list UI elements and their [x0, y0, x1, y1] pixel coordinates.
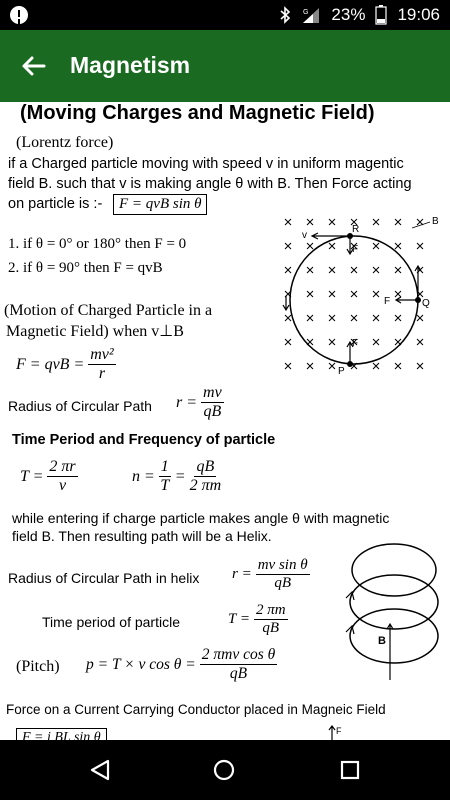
field-cross-icon: [395, 219, 401, 225]
field-cross-icon: [417, 243, 423, 249]
bluetooth-icon: [279, 6, 291, 24]
field-cross-icon: [351, 315, 357, 321]
force-formula: F = qvB sin θ: [113, 194, 207, 215]
helix-period-lhs: T =: [228, 611, 250, 627]
field-cross-icon: [329, 363, 335, 369]
notes-page[interactable]: [0, 102, 450, 740]
field-cross-icon: [307, 315, 313, 321]
field-cross-icon: [307, 291, 313, 297]
conductor-heading: Force on a Current Carrying Conductor placed in Magneic Field: [6, 702, 386, 717]
velocity-arrow-left: [283, 296, 289, 310]
radius-num: mv: [203, 384, 222, 401]
back-triangle-icon[interactable]: [88, 758, 112, 782]
field-cross-icon: [351, 267, 357, 273]
field-cross-icon: [395, 243, 401, 249]
label-q: Q: [422, 298, 430, 309]
field-cross-icon: [329, 339, 335, 345]
field-cross-icon: [373, 363, 379, 369]
field-cross-icon: [395, 315, 401, 321]
radius-label: Radius of Circular Path: [8, 398, 152, 414]
period-eq: [20, 458, 78, 495]
freq-num2: qB: [196, 458, 215, 475]
radius-eq: [176, 384, 224, 421]
period-lhs: T =: [20, 467, 44, 485]
force-circular-eq: [16, 346, 116, 383]
helix-diagram: [344, 540, 444, 690]
pitch-lhs: p = T × v cos θ =: [86, 655, 196, 673]
motion-line2: Magnetic Field) when v⊥B: [6, 323, 184, 340]
field-cross-icon: [285, 363, 291, 369]
velocity-arrow: [312, 233, 350, 239]
helix-label-b: B: [378, 635, 386, 647]
case-1: 1. if θ = 0° or 180° then F = 0: [8, 236, 187, 252]
status-bar: [0, 0, 450, 30]
battery-icon: [375, 5, 387, 25]
field-cross-icon: [417, 339, 423, 345]
status-icons: [279, 0, 440, 30]
field-cross-icon: [307, 219, 313, 225]
pitch-label: (Pitch): [16, 658, 60, 675]
field-cross-icon: [395, 291, 401, 297]
field-cross-icon: [395, 267, 401, 273]
field-cross-icon: [307, 267, 313, 273]
label-f-top: F: [352, 244, 359, 255]
para1-line2: field B. such that v is making angle θ with B. Then Force acting: [8, 176, 412, 192]
field-cross-icon: [285, 243, 291, 249]
para1-line3: on particle is :-: [8, 196, 103, 212]
helix-period-den: qB: [262, 620, 280, 636]
freq-eq: =: [174, 467, 186, 485]
label-f-left: F: [384, 296, 391, 307]
field-cross-icon: [329, 267, 335, 273]
freq-den2: 2 πm: [189, 477, 222, 494]
freq-den1: T: [160, 477, 170, 494]
pitch-num: 2 πmv cos θ: [201, 646, 276, 663]
label-f-bottom: F: [352, 338, 359, 349]
time-heading: Time Period and Frequency of particle: [12, 432, 276, 448]
helix-radius-num: mv sin θ: [257, 557, 308, 573]
force-circ-lhs: F = qvB =: [16, 355, 85, 373]
force-circ-den: r: [98, 365, 106, 382]
helix-b-arrow: [387, 624, 393, 680]
battery-percent: 23%: [331, 5, 366, 24]
case-2: 2. if θ = 90° then F = qvB: [8, 260, 163, 276]
freq-num1: 1: [160, 458, 169, 475]
signal-icon: [301, 6, 321, 24]
field-cross-icon: [285, 219, 291, 225]
field-cross-icon: [373, 315, 379, 321]
helix-radius-lhs: r =: [232, 566, 252, 582]
helix-period-eq: [228, 602, 288, 637]
force-circ-num: mv²: [90, 346, 114, 363]
conductor-diagram: [326, 724, 356, 740]
warning-icon: [10, 6, 28, 24]
home-circle-icon[interactable]: [212, 758, 236, 782]
lorentz-label: (Lorentz force): [16, 134, 114, 151]
label-v: v: [302, 230, 307, 241]
helix-radius-label: Radius of Circular Path in helix: [8, 570, 200, 586]
period-num: 2 πr: [49, 458, 76, 475]
helix-line1: while entering if charge particle makes angle θ with magnetic: [12, 510, 390, 526]
radius-lhs: r =: [176, 393, 198, 411]
system-nav-bar: [0, 740, 450, 800]
period-den: v: [58, 477, 67, 494]
helix-radius-eq: [232, 557, 310, 592]
field-cross-icon: [307, 363, 313, 369]
field-cross-icon: [373, 291, 379, 297]
pitch-eq: [86, 646, 277, 683]
field-cross-icon: [417, 315, 423, 321]
field-cross-icon: [373, 267, 379, 273]
pitch-den: qB: [229, 665, 248, 682]
field-cross-icon: [417, 363, 423, 369]
force-arrow-right: [396, 297, 418, 303]
field-cross-icon: [285, 267, 291, 273]
freq-lhs: n =: [132, 467, 155, 485]
arrow-left-icon[interactable]: [16, 48, 52, 84]
field-cross-icon: [285, 339, 291, 345]
helix-period-num: 2 πm: [255, 602, 286, 618]
section-heading: (Moving Charges and Magnetic Field): [20, 102, 375, 124]
field-cross-icon: [373, 243, 379, 249]
field-cross-icon: [329, 315, 335, 321]
svg-text:G: G: [303, 9, 309, 16]
page-title: Magnetism: [70, 52, 191, 78]
frequency-eq: [132, 458, 221, 495]
field-cross-icon: [417, 219, 423, 225]
label-r: R: [352, 224, 360, 235]
radius-den: qB: [203, 403, 222, 420]
helix-period-label: Time period of particle: [42, 614, 180, 630]
field-cross-icon: [329, 243, 335, 249]
clock: 19:06: [397, 5, 440, 24]
conductor-formula: F = i BL sin θ: [16, 728, 107, 740]
field-cross-icon: [307, 243, 313, 249]
field-cross-icon: [351, 291, 357, 297]
label-b: B: [432, 216, 439, 227]
conductor-label-f: F: [336, 726, 342, 736]
para1-line1: if a Charged particle moving with speed v in uniform magentic: [8, 156, 404, 172]
field-cross-icon: [329, 219, 335, 225]
field-cross-icon: [285, 315, 291, 321]
circular-motion-diagram: [278, 214, 446, 390]
field-cross-icon: [395, 363, 401, 369]
field-cross-icon: [373, 219, 379, 225]
recents-square-icon[interactable]: [338, 758, 362, 782]
field-cross-icon: [329, 291, 335, 297]
field-cross-icon: [373, 339, 379, 345]
label-p: P: [338, 366, 345, 377]
motion-line1: (Motion of Charged Particle in a: [4, 302, 213, 319]
helix-radius-den: qB: [274, 575, 291, 591]
helix-line2: field B. Then resulting path will be a Helix.: [12, 528, 272, 544]
app-bar: [0, 30, 450, 102]
